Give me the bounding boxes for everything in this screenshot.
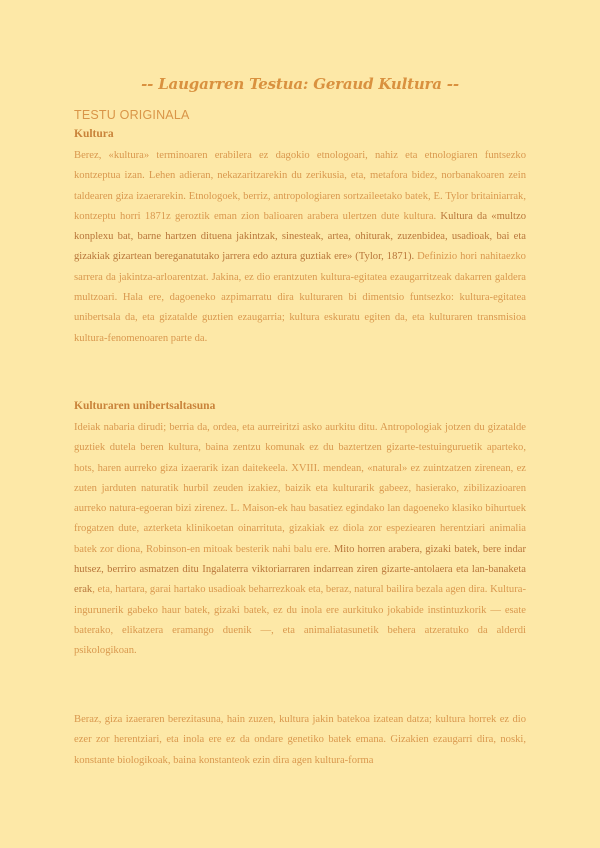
paragraph-2 [74,418,526,662]
paragraph-2-myth-sentence: Mito horren arabera, gizaki batek, bere indar hutsez, berriro asmatzen ditu Ingalaterra viktoriarraren indarrean ziren gizarte-antolaera eta lan-banaketa erak [74,543,527,596]
paragraph-1-part-c: Definizio hori nahitaezko sarrera da jakintza-arloarentzat. Jakina, ez dio erantzuten kultura-egitatea ezaugarritzeak dakarren galdera multzoari. Hala ere, dagoeneko azpimarratu dira kulturaren bi dimentsio funtsezko: kultura-egitatea unibertsala da, eta gizatalde guztien ezaugarria; kultura eskuratu egiten da, eta kulturaren transmisioa kultura-fenomenoaren parte da. [74,251,526,344]
heading-kultura: Kultura [74,128,114,140]
document-title: -- Laugarren Testua: Geraud Kultura -- [141,75,459,93]
paragraph-1 [74,146,526,349]
paragraph-2-part-a: Ideiak nabaria dirudi; berria da, ordea, eta aurreiritzi asko aurkitu ditu. Antropologiak jotzen du gizatalde guztiek dutela beren kultura, baina zentzu komunak ez du baztertzen gizarte-testuinguruetik aparteko, hots, haren aurreko giza izaerarik izan daitekeela. XVIII. mendean, «natural» ez zuintzatzen zirenean, ez zuten jarduten naturatik hurbil zeuden izakiez, baizik eta kulturarik gabeez, hasierako, zibilizazioaren aurreko natura-egoeran bizi zirenez. L. Maison-ek hau basatiez egindako lan dagoeneko klasiko bihurtuek frogatzen dute, azterketa klinikoetan oinarrituta, gizakiak ez diola zor espeziearen herentziari animalia batek zor diona, Robinson-en mitoak besterik nahi balu ere. [74,422,526,555]
paragraph-3: Beraz, giza izaeraren berezitasuna, hain zuzen, kultura jakin batekoa izatean datza; kultura horrek ez dio ezer zor herentziari, eta inola ere ez da ondare genetiko batek emana. Gizakien ezaugarri dira, noski, konstante biologikoak, baina konstanteok ezin dira agen kultura-forma [74,714,526,766]
section-label: TESTU ORIGINALA [74,108,190,122]
heading-unibertsaltasuna: Kulturaren unibertsaltasuna [74,400,216,412]
paragraph-1-tylor-quote: Kultura da «multzo konplexu bat, barne hartzen dituena jakintzak, sinesteak, artea, ohiturak, zuzenbidea, usadioak, bai eta gizakiak gizartean bereganatutako jarrera edo aztura guztiak ere» (Tylor, 1871). [74,210,526,263]
paragraph-1-part-a: Berez, «kultura» terminoaren erabilera ez dagokio etnologoari, nahiz eta etnologiaren funtsezko kontzeptua izan. Lehen adieran, nekazaritzarekin du zerikusia, eta, metafora bidez, norbanakoaren zein taldearen giza izaerarekin. Etnologoek, berriz, antropologiaren sortzaileetako batek, E. Tylor britainiarrak, kontzeptu horri 1871z geroztik eman zion balioaren arabera ulertzen dute kultura. [74,150,526,222]
paragraph-2-part-c: , eta, hartara, garai hartako usadioak beharrezkoak eta, beraz, natural bailira bezala agen dira. Kultura-ingurunerik gabeko haur batek, gizaki batek, ez du inola ere aurkituko jokabide instintuzkorik — esate baterako, elikatzera eramango duenik —, eta animaliatasunetik behera atzeratuko da alderdi psikologikoan. [74,584,526,657]
